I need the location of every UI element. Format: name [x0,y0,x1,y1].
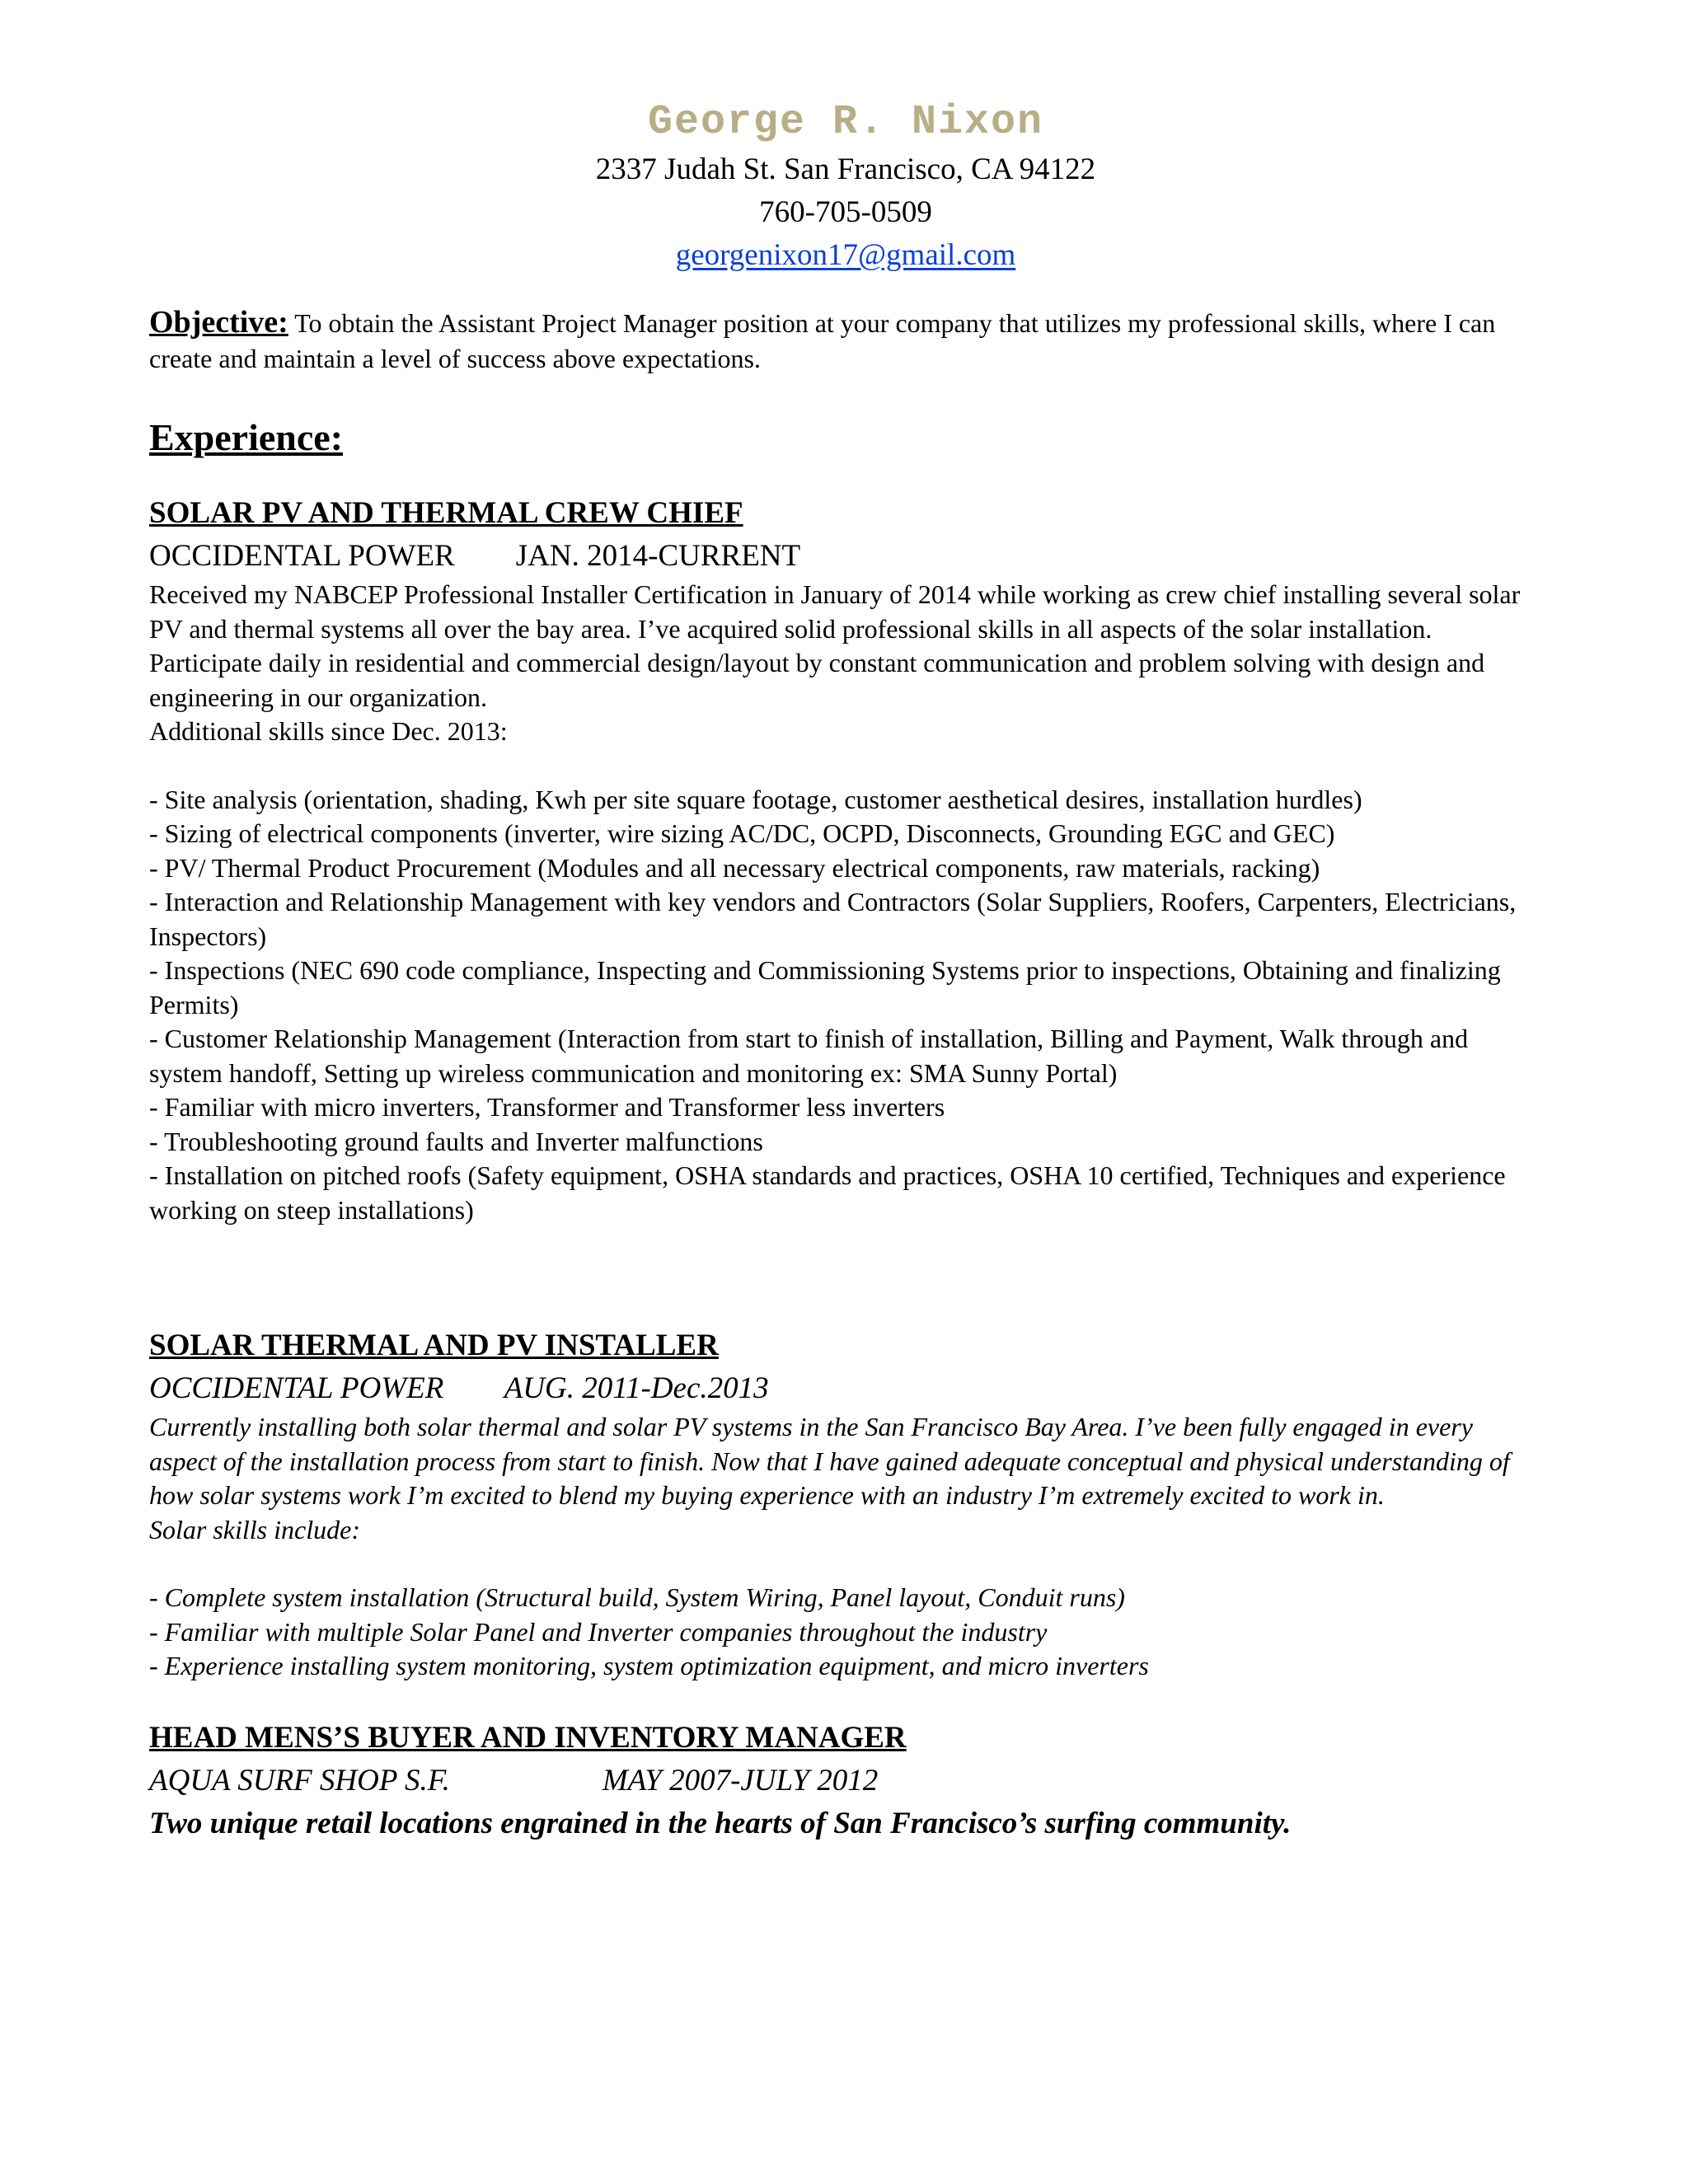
phone-number: 760-705-0509 [759,195,932,229]
job-dates: MAY 2007-JULY 2012 [602,1763,879,1797]
list-item: - Familiar with multiple Solar Panel and Inverter companies throughout the industry [149,1616,1048,1647]
job-dates: AUG. 2011-Dec.2013 [504,1371,769,1405]
applicant-name: George R. Nixon [647,99,1044,146]
job-skills-list [149,783,1542,1228]
list-item: - Customer Relationship Management (Interaction from start to finish of installation, Billing and Payment, Walk through and system handoff, Setting up wireless communication and monitoring ex: SMA Sunny Portal) [149,1024,1469,1088]
job-dates: JAN. 2014-CURRENT [515,539,801,573]
resume-page [149,97,1542,1845]
job-company-dates [149,535,1542,578]
job-description: Received my NABCEP Professional Installer Certification in January of 2014 while working as crew chief installing several solar PV and thermal systems all over the bay area. I’ve acquired solid professional skills in all aspects of the solar installation. Participate daily in residential and commercial design/layout by constant communication and problem solving with design and engineering in our organization. [149,579,1521,712]
job-entry-installer [149,1324,1542,1684]
job-skills-intro: Solar skills include: [149,1514,360,1544]
job-skills-intro: Additional skills since Dec. 2013: [149,716,508,746]
objective-label: Objective: [149,305,288,340]
list-item: - Site analysis (orientation, shading, Kwh per site square footage, customer aesthetical desires, installation hurdles) [149,784,1362,814]
list-item: - Sizing of electrical components (inverter, wire sizing AC/DC, OCPD, Disconnects, Grounding EGC and GEC) [149,818,1335,848]
job-description: Currently installing both solar thermal and solar PV systems in the San Francisco Bay Area. I’ve been fully engaged in every aspect of the installation process from start to finish. Now that I have gained adequate conceptual and physical understanding of how solar systems work I’m excited to blend my buying experience with an industry I’m extremely excited to work in. [149,1412,1510,1510]
job-company-dates [149,1367,1542,1410]
job-skills-list [149,1581,1542,1684]
list-item: - Installation on pitched roofs (Safety equipment, OSHA standards and practices, OSHA 10 certified, Techniques and experience working on steep installations) [149,1160,1506,1225]
list-item: - Interaction and Relationship Management with key vendors and Contractors (Solar Suppliers, Roofers, Carpenters, Electricians, Inspectors) [149,887,1517,951]
job-company: OCCIDENTAL POWER [149,1371,444,1405]
job-company: OCCIDENTAL POWER [149,539,455,573]
list-item: - Troubleshooting ground faults and Inverter malfunctions [149,1126,763,1156]
objective-text: To obtain the Assistant Project Manager position at your company that utilizes my professional skills, where I can create and maintain a level of success above expectations. [149,308,1496,373]
list-item: - Familiar with micro inverters, Transformer and Transformer less inverters [149,1092,945,1122]
job-title: HEAD MENS’S BUYER AND INVENTORY MANAGER [149,1720,907,1755]
job-company-dates [149,1760,1542,1802]
list-item: - Complete system installation (Structural build, System Wiring, Panel layout, Conduit runs) [149,1582,1125,1612]
job-entry-buyer [149,1717,1542,1845]
job-title: SOLAR PV AND THERMAL CREW CHIEF [149,496,743,530]
list-item: - Inspections (NEC 690 code compliance, Inspecting and Commissioning Systems prior to inspections, Obtaining and finalizing Permits) [149,955,1501,1019]
job-entry-crew-chief [149,492,1542,1227]
objective-section [149,305,1542,377]
job-description: Two unique retail locations engrained in the hearts of San Francisco’s surfing community. [149,1806,1292,1840]
experience-heading: Experience: [149,416,344,458]
resume-header [149,97,1542,277]
list-item: - Experience installing system monitoring, system optimization equipment, and micro inverters [149,1651,1149,1680]
job-company: AQUA SURF SHOP S.F. [149,1763,450,1797]
address: 2337 Judah St. San Francisco, CA 94122 [595,152,1096,186]
list-item: - PV/ Thermal Product Procurement (Modules and all necessary electrical components, raw materials, racking) [149,852,1320,883]
job-title: SOLAR THERMAL AND PV INSTALLER [149,1329,719,1362]
email-link[interactable]: georgenixon17@gmail.com [675,238,1016,272]
